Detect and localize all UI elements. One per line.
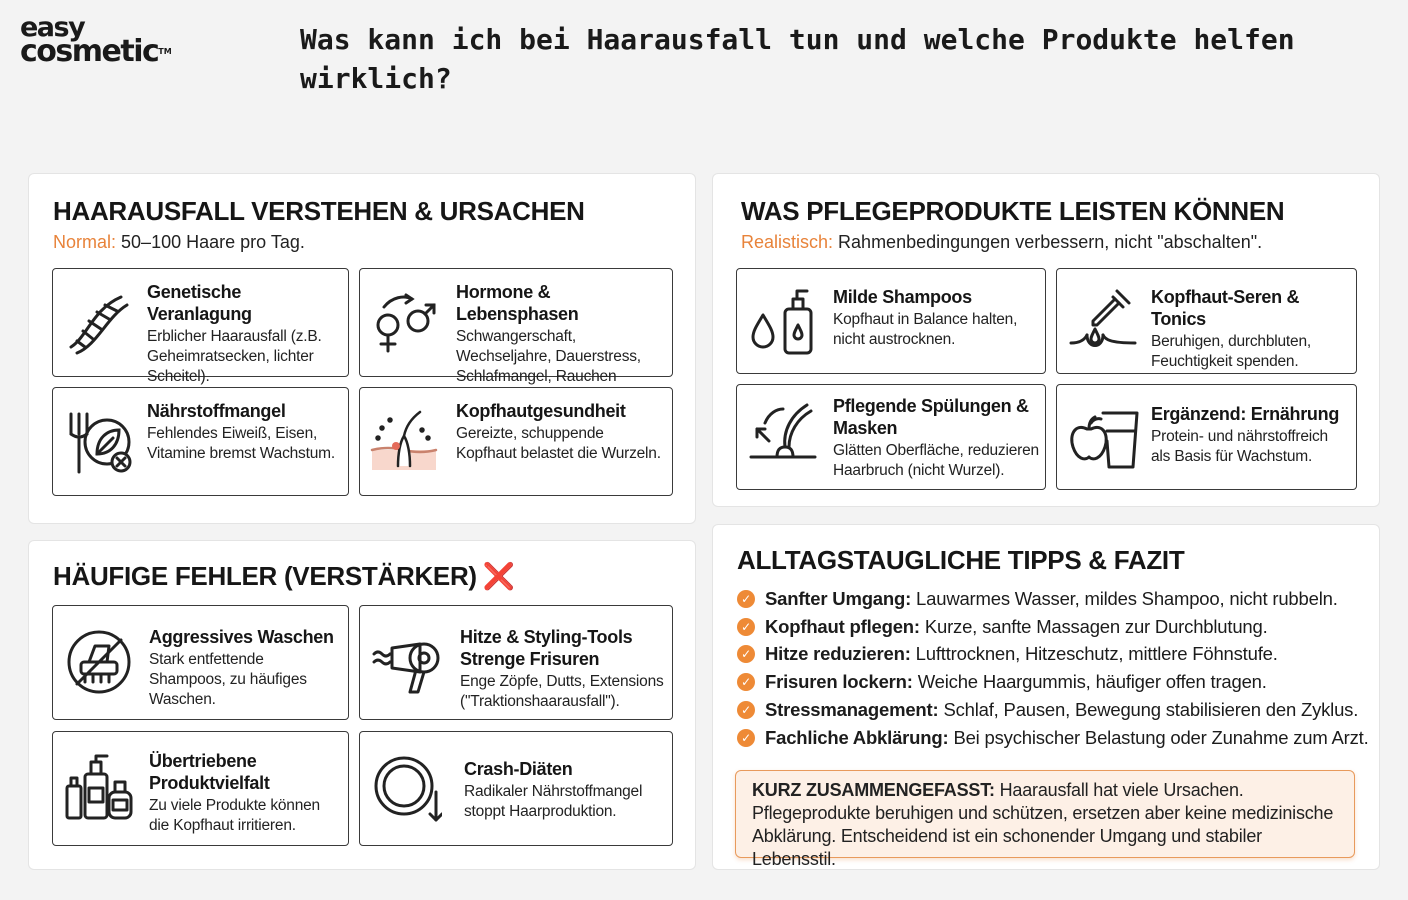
check-icon: ✓ (737, 618, 755, 636)
panel-title-tips: ALLTAGSTAUGLICHE TIPPS & FAZIT (737, 545, 1185, 575)
card-conditioner (736, 384, 1046, 490)
tip-text: Weiche Haargummis, häufiger offen tragen. (917, 671, 1267, 693)
summary-label: KURZ ZUSAMMENGEFASST: (752, 780, 995, 800)
card-desc: Glätten Oberfläche, reduzieren Haarbruch (nicht Wurzel). (833, 442, 1039, 479)
page-title: Was kann ich bei Haarausfall tun und welche Produkte helfen wirklich? (300, 23, 1295, 95)
logo-trademark: TM (158, 47, 172, 56)
card-heat-styling (359, 605, 673, 720)
tip-label: Sanfter Umgang: (765, 587, 912, 609)
tip-label: Frisuren lockern: (765, 671, 913, 693)
card-mild-shampoo (736, 268, 1046, 374)
card-aggressive-washing (52, 605, 349, 720)
hair-dryer-icon (370, 626, 442, 698)
card-desc: Radikaler Nährstoffmangel stoppt Haarproduktion. (464, 783, 643, 820)
realistic-text: Rahmenbedingungen verbessern, nicht "abschalten". (838, 232, 1263, 252)
tip-text: Lauwarmes Wasser, mildes Shampoo, nicht rubbeln. (916, 587, 1338, 609)
card-title: Kopfhautgesundheit (456, 401, 626, 421)
card-desc: Kopfhaut in Balance halten, nicht austrocknen. (833, 311, 1018, 348)
dropper-icon (1067, 285, 1139, 357)
tip-item (737, 613, 1367, 641)
cross-mark-icon: ❌ (482, 561, 515, 591)
realistic-hint (741, 232, 1262, 253)
tip-text: Schlaf, Pausen, Bewegung stabilisieren den Zyklus. (943, 699, 1359, 721)
summary-box (735, 770, 1355, 869)
card-desc: Zu viele Produkte können die Kopfhaut irritieren. (149, 797, 320, 834)
card-title: Milde Shampoos (833, 287, 972, 307)
logo-line-2 (20, 34, 180, 69)
logo-line-2-text: cosmetic (20, 34, 159, 69)
hormone-gender-icon (368, 287, 440, 359)
card-title: Genetische Veranlagung (147, 282, 252, 324)
tip-label: Hitze reduzieren: (765, 643, 911, 665)
normal-text: 50–100 Haare pro Tag. (121, 232, 305, 252)
card-product-overload (52, 731, 349, 846)
card-genetics (52, 268, 349, 385)
dna-icon (63, 287, 135, 359)
card-desc: Beruhigen, durchbluten, Feuchtigkeit spenden. (1151, 333, 1311, 370)
nutrient-leaf-icon (63, 406, 135, 478)
check-icon: ✓ (737, 729, 755, 747)
card-desc: Fehlendes Eiweiß, Eisen, Vitamine bremst Wachstum. (147, 425, 335, 462)
tip-item (737, 585, 1367, 613)
normal-label: Normal: (53, 232, 117, 252)
check-icon: ✓ (737, 590, 755, 608)
hair-strand-icon (747, 401, 819, 473)
panel-tips (712, 524, 1380, 870)
panel-mistakes (28, 540, 696, 870)
no-brush-icon (63, 626, 135, 698)
card-title: Ergänzend: Ernährung (1151, 404, 1340, 424)
tip-label: Stressmanagement: (765, 699, 939, 721)
normal-hint (53, 232, 305, 253)
tip-item (737, 724, 1367, 752)
tip-text: Lufttrocknen, Hitzeschutz, mittlere Föhnstufe. (915, 643, 1278, 665)
card-desc: Enge Zöpfe, Dutts, Extensions ("Traktionshaarausfall"). (460, 673, 664, 710)
check-icon: ✓ (737, 701, 755, 719)
card-scalp (359, 387, 673, 496)
card-desc: Protein- und nährstoffreich als Basis für Wachstum. (1151, 428, 1328, 465)
panel-understanding (28, 173, 696, 524)
panel-title-mistakes (53, 561, 515, 592)
panel-products (712, 173, 1380, 507)
tip-text: Kurze, sanfte Massagen zur Durchblutung. (924, 615, 1268, 637)
card-title: Nährstoffmangel (147, 401, 286, 421)
mistakes-title-text: HÄUFIGE FEHLER (VERSTÄRKER) (53, 561, 477, 591)
card-title: Hitze & Styling-Tools Strenge Frisuren (460, 627, 633, 669)
apple-glass-icon (1067, 401, 1139, 473)
tip-label: Kopfhaut pflegen: (765, 615, 920, 637)
shampoo-bottle-icon (747, 285, 819, 357)
card-title: Crash-Diäten (464, 759, 573, 779)
card-hormones (359, 268, 673, 385)
bottles-icon (63, 752, 135, 824)
realistic-label: Realistisch: (741, 232, 834, 252)
tip-item (737, 668, 1367, 696)
check-icon: ✓ (737, 673, 755, 691)
card-crash-diets (359, 731, 673, 846)
card-title: Übertriebene Produktvielfalt (149, 751, 270, 793)
card-nutrients (52, 387, 349, 496)
scalp-icon (368, 406, 440, 478)
empty-plate-icon (370, 752, 442, 824)
tips-list (737, 585, 1367, 752)
card-desc: Stark entfettende Shampoos, zu häufiges Waschen. (149, 651, 307, 708)
card-desc: Erblicher Haarausfall (z.B. Geheimratsecken, lichter Scheitel). (147, 328, 322, 385)
tip-item (737, 696, 1367, 724)
card-serum (1056, 268, 1357, 374)
panel-title-understanding: HAARAUSFALL VERSTEHEN & URSACHEN (53, 196, 585, 226)
card-title: Hormone & Lebensphasen (456, 282, 579, 324)
panel-title-products: WAS PFLEGEPRODUKTE LEISTEN KÖNNEN (741, 196, 1285, 226)
summary-text: Haarausfall hat viele Ursachen. Pflegeprodukte beruhigen und schützen, ersetzen aber keine medizinische Abklärung. Entscheidend ist ein schonender Umgang und stabiler Lebensstil. (752, 780, 1334, 869)
tip-text: Bei psychischer Belastung oder Zunahme zum Arzt. (953, 726, 1369, 748)
card-title: Kopfhaut-Seren & Tonics (1151, 287, 1300, 329)
card-nutrition (1056, 384, 1357, 490)
logo-line-1: easy (20, 12, 85, 43)
tip-label: Fachliche Abklärung: (765, 726, 949, 748)
card-desc: Gereizte, schuppende Kopfhaut belastet die Wurzeln. (456, 425, 661, 462)
brand-logo (20, 12, 180, 72)
card-title: Aggressives Waschen (149, 627, 334, 647)
card-title: Pflegende Spülungen & Masken (833, 396, 1029, 438)
card-desc: Schwangerschaft, Wechseljahre, Dauerstress, Schlafmangel, Rauchen (456, 328, 641, 385)
check-icon: ✓ (737, 645, 755, 663)
tip-item (737, 641, 1367, 669)
